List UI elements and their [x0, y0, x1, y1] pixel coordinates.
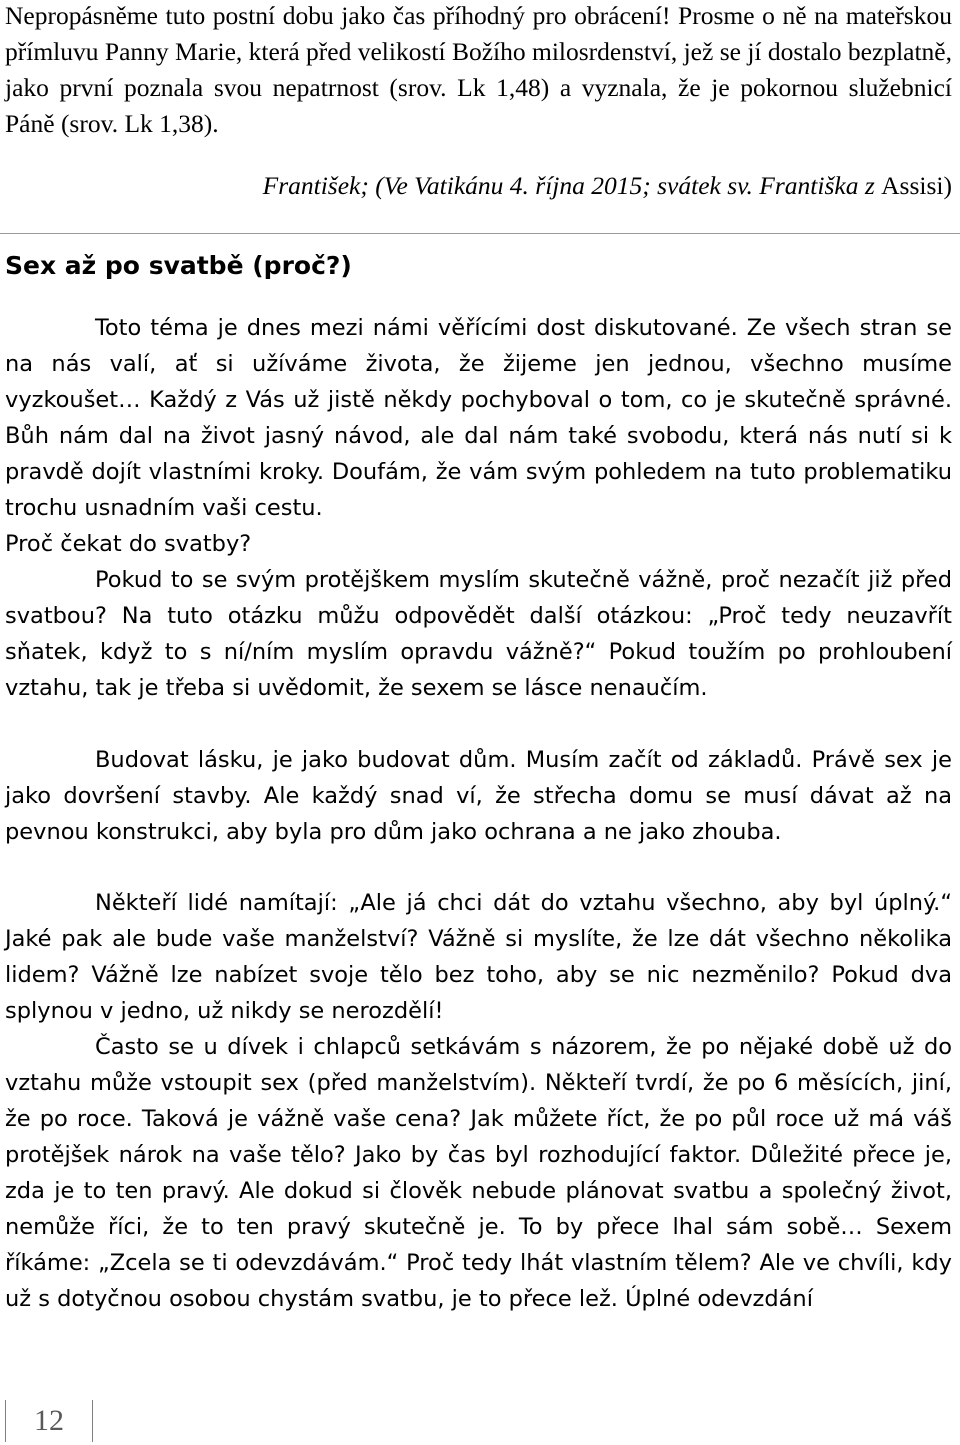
signature-place-end: Assisi)	[881, 171, 952, 200]
body-paragraph: Pokud to se svým protějškem myslím skutečně vážně, proč nezačít již před svatbou? Na tuto otázku můžu odpovědět další otázkou: „Proč tedy neuzavřít sňatek, když to s ní/ním myslím opravdu vážně?“ Pokud toužím po prohloubení vztahu, tak je třeba si uvědomit, že sexem se lásce nenaučím.	[5, 567, 952, 701]
body-paragraph: Budovat lásku, je jako budovat dům. Musím začít od základů. Právě sex je jako dovršení stavby. Ale každý snad ví, že střecha domu se musí dávat až na pevnou konstrukci, aby byla pro dům jako ochrana a ne jako zhouba.	[5, 747, 952, 845]
signature-place: (Ve Vatikánu 4. října 2015; svátek sv. Františka z	[375, 171, 875, 200]
body-paragraph: Toto téma je dnes mezi námi věřícími dost diskutované. Ze všech stran se na nás valí, ať si užíváme života, že žijeme jen jednou, všechno musíme vyzkoušet… Každý z Vás už jistě někdy pochyboval o tom, co je skutečně správné. Bůh nám dal na život jasný návod, ale dal nám také svobodu, která nás nutí si k pravdě dojít vlastními kroky. Doufám, že vám svým pohledem na tuto problematiku trochu usnadním vaši cestu.	[5, 315, 952, 521]
page-number: 12	[5, 1400, 93, 1442]
body-subheading: Proč čekat do svatby?	[5, 531, 252, 557]
signature-author: František;	[262, 171, 369, 200]
signature-line	[263, 168, 952, 204]
body-paragraph: Často se u dívek i chlapců setkávám s názorem, že po nějaké době už do vztahu může vstoupit sex (před manželstvím). Někteří tvrdí, že po 6 měsících, jiní, že po roce. Taková je vážně vaše cena? Jak můžete říct, že po půl roce už má váš protějšek nárok na vaše tělo? Jako by čas byl rozhodující faktor. Důležité přece je, zda je to ten pravý. Ale dokud si člověk nebude plánovat svatbu a společný život, nemůže říci, že to ten pravý skutečně je. To by přece lhal sám sobě… Sexem říkáme: „Zcela se ti odevzdávám.“ Proč tedy lhát vlastním tělem? Ale ve chvíli, kdy už s dotyčnou osobou chystám svatbu, je to přece lež. Úplné odevzdání	[5, 1034, 952, 1312]
section-divider	[0, 233, 960, 234]
top-paragraph: Nepropásněme tuto postní dobu jako čas příhodný pro obrácení! Prosme o ně na mateřskou přímluvu Panny Marie, která před velikostí Božího milosrdenství, jež se jí dostalo bezplatně, jako první poznala svou nepatrnost (srov. Lk 1,48) a vyznala, že je pokornou služebnicí Páně (srov. Lk 1,38).	[5, 1, 952, 138]
section-heading: Sex až po svatbě (proč?)	[5, 251, 352, 280]
body-paragraph: Někteří lidé namítají: „Ale já chci dát do vztahu všechno, aby byl úplný.“ Jaké pak ale bude vaše manželství? Vážně si myslíte, že lze dát všechno několika lidem? Vážně lze nabízet svoje tělo bez toho, aby se nic nezměnilo? Pokud dva splynou v jedno, už nikdy se nerozdělí!	[5, 890, 952, 1024]
